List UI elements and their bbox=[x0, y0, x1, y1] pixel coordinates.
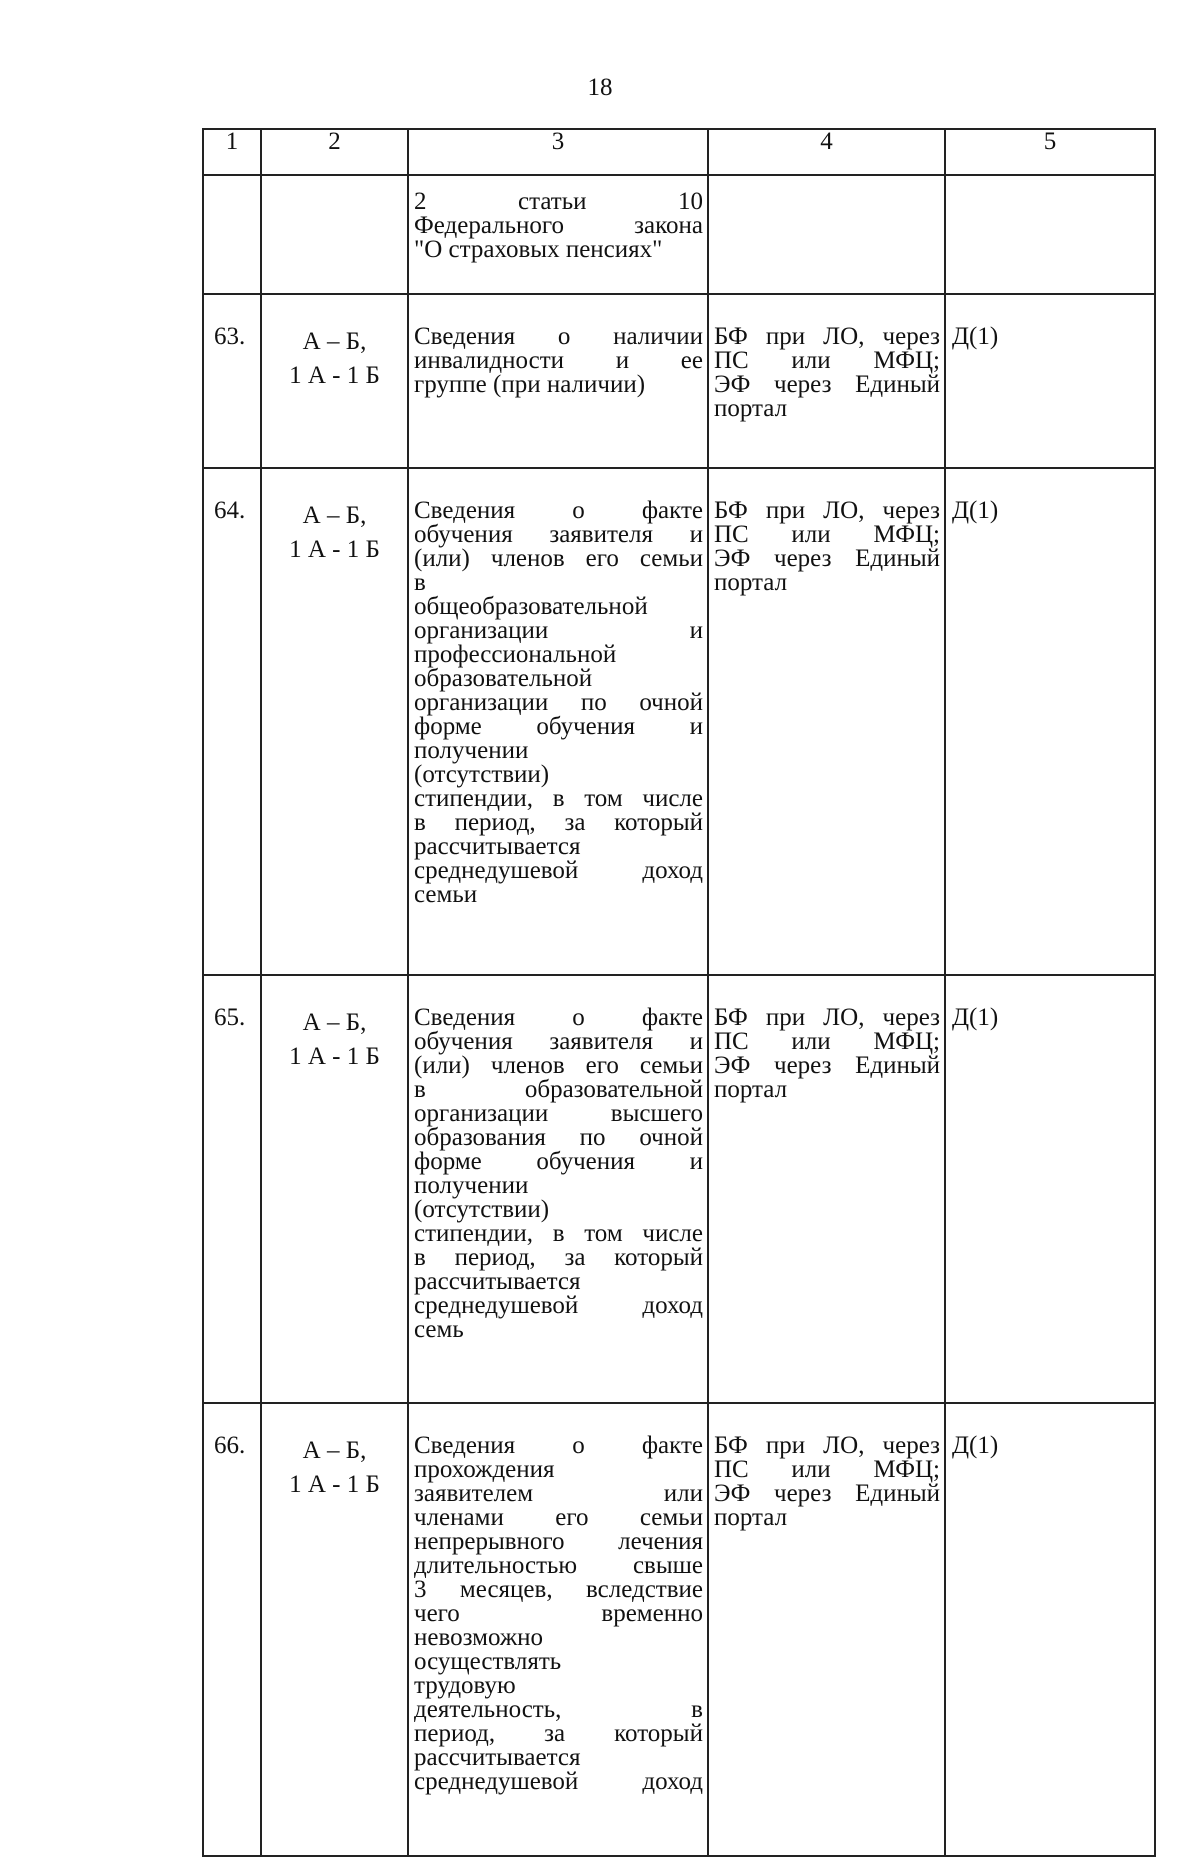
row-source bbox=[708, 975, 945, 1403]
source-line: ЭФ через Единый bbox=[714, 1052, 940, 1079]
description-line: (или) членов его семьи bbox=[414, 545, 703, 572]
page-number: 18 bbox=[587, 74, 613, 101]
table-row bbox=[203, 975, 1155, 1403]
continuation-number-cell bbox=[203, 175, 261, 294]
description-line: членами его семьи bbox=[414, 1504, 703, 1531]
source-line: ПС или МФЦ; bbox=[714, 521, 940, 548]
row-category bbox=[261, 468, 408, 975]
description-line: получении bbox=[414, 1172, 529, 1199]
category-line: А – Б, bbox=[302, 1009, 367, 1036]
continuation-source-cell bbox=[708, 175, 945, 294]
header-cell-5: 5 bbox=[945, 129, 1155, 175]
description-line: "О страховых пенсиях" bbox=[414, 236, 663, 263]
description-line: Сведения о факте bbox=[414, 1432, 703, 1459]
description-line: 2 статьи 10 bbox=[414, 188, 703, 215]
category-line: 1 А - 1 Б bbox=[289, 536, 380, 563]
description-line: длительностью свыше bbox=[414, 1552, 703, 1579]
row-result: Д(1) bbox=[945, 468, 1155, 975]
description-line: деятельность, в bbox=[414, 1696, 703, 1723]
continuation-description-cell bbox=[408, 175, 708, 294]
table-row bbox=[203, 1403, 1155, 1856]
source-line: портал bbox=[714, 1076, 788, 1103]
source-line: портал bbox=[714, 395, 788, 422]
description-line: образовательной bbox=[414, 665, 593, 692]
source-line: портал bbox=[714, 569, 788, 596]
description-line: семь bbox=[414, 1316, 464, 1343]
source-line: ЭФ через Единый bbox=[714, 371, 940, 398]
description-line: непрерывного лечения bbox=[414, 1528, 703, 1555]
description-line: рассчитывается bbox=[414, 1268, 581, 1295]
row-number: 63. bbox=[203, 294, 261, 468]
description-line: среднедушевой доход bbox=[414, 1768, 703, 1795]
source-line: портал bbox=[714, 1504, 788, 1531]
description-line: стипендии, в том числе bbox=[414, 1220, 703, 1247]
description-line: в образовательной bbox=[414, 1076, 703, 1103]
row-category bbox=[261, 1403, 408, 1856]
description-line: форме обучения и bbox=[414, 1148, 703, 1175]
description-line: группе (при наличии) bbox=[414, 371, 646, 398]
description-line: Сведения о факте bbox=[414, 497, 703, 524]
description-line: (отсутствии) bbox=[414, 761, 550, 788]
description-line: осуществлять bbox=[414, 1648, 562, 1675]
description-line: (отсутствии) bbox=[414, 1196, 550, 1223]
description-line: образования по очной bbox=[414, 1124, 703, 1151]
description-line: чего временно bbox=[414, 1600, 703, 1627]
row-source bbox=[708, 294, 945, 468]
row-result: Д(1) bbox=[945, 1403, 1155, 1856]
description-line: Сведения о наличии bbox=[414, 323, 703, 350]
description-line: невозможно bbox=[414, 1624, 543, 1651]
source-line: БФ при ЛО, через bbox=[714, 497, 940, 524]
description-line: организации по очной bbox=[414, 689, 703, 716]
source-line: ЭФ через Единый bbox=[714, 545, 940, 572]
row-number: 64. bbox=[203, 468, 261, 975]
description-line: рассчитывается bbox=[414, 833, 581, 860]
document-table bbox=[202, 128, 1156, 1857]
category-line: 1 А - 1 Б bbox=[289, 362, 380, 389]
row-result: Д(1) bbox=[945, 975, 1155, 1403]
header-row bbox=[203, 129, 1155, 175]
header-cell-3: 3 bbox=[408, 129, 708, 175]
category-line: 1 А - 1 Б bbox=[289, 1471, 380, 1498]
description-line: профессиональной bbox=[414, 641, 617, 668]
source-line: ПС или МФЦ; bbox=[714, 347, 940, 374]
description-line: общеобразовательной bbox=[414, 593, 648, 620]
description-line: получении bbox=[414, 737, 529, 764]
description-line: организации высшего bbox=[414, 1100, 703, 1127]
continuation-category-cell bbox=[261, 175, 408, 294]
row-description bbox=[408, 294, 708, 468]
description-line: заявителем или bbox=[414, 1480, 703, 1507]
description-line: среднедушевой доход bbox=[414, 857, 703, 884]
description-line: обучения заявителя и bbox=[414, 1028, 703, 1055]
description-line: 3 месяцев, вследствие bbox=[414, 1576, 703, 1603]
description-line: прохождения bbox=[414, 1456, 555, 1483]
description-line: Сведения о факте bbox=[414, 1004, 703, 1031]
header-cell-1: 1 bbox=[203, 129, 261, 175]
description-line: рассчитывается bbox=[414, 1744, 581, 1771]
description-line: в период, за который bbox=[414, 1244, 703, 1271]
table-row bbox=[203, 294, 1155, 468]
description-line: организации и bbox=[414, 617, 703, 644]
row-description bbox=[408, 1403, 708, 1856]
row-number: 65. bbox=[203, 975, 261, 1403]
row-description bbox=[408, 468, 708, 975]
continuation-row bbox=[203, 175, 1155, 294]
description-line: трудовую bbox=[414, 1672, 516, 1699]
category-line: А – Б, bbox=[302, 502, 367, 529]
row-description bbox=[408, 975, 708, 1403]
row-number: 66. bbox=[203, 1403, 261, 1856]
row-category bbox=[261, 294, 408, 468]
category-line: 1 А - 1 Б bbox=[289, 1043, 380, 1070]
category-line: А – Б, bbox=[302, 328, 367, 355]
source-line: ЭФ через Единый bbox=[714, 1480, 940, 1507]
description-line: форме обучения и bbox=[414, 713, 703, 740]
row-source bbox=[708, 468, 945, 975]
row-result: Д(1) bbox=[945, 294, 1155, 468]
description-line: (или) членов его семьи bbox=[414, 1052, 703, 1079]
description-line: обучения заявителя и bbox=[414, 521, 703, 548]
category-line: А – Б, bbox=[302, 1437, 367, 1464]
source-line: ПС или МФЦ; bbox=[714, 1456, 940, 1483]
source-line: БФ при ЛО, через bbox=[714, 323, 940, 350]
source-line: ПС или МФЦ; bbox=[714, 1028, 940, 1055]
source-line: БФ при ЛО, через bbox=[714, 1432, 940, 1459]
description-line: семьи bbox=[414, 881, 478, 908]
description-line: период, за который bbox=[414, 1720, 703, 1747]
continuation-result-cell bbox=[945, 175, 1155, 294]
description-line: инвалидности и ее bbox=[414, 347, 703, 374]
table-row bbox=[203, 468, 1155, 975]
header-cell-4: 4 bbox=[708, 129, 945, 175]
row-category bbox=[261, 975, 408, 1403]
description-line: среднедушевой доход bbox=[414, 1292, 703, 1319]
row-source bbox=[708, 1403, 945, 1856]
description-line: Федерального закона bbox=[414, 212, 703, 239]
description-line: в период, за который bbox=[414, 809, 703, 836]
description-line: стипендии, в том числе bbox=[414, 785, 703, 812]
source-line: БФ при ЛО, через bbox=[714, 1004, 940, 1031]
header-cell-2: 2 bbox=[261, 129, 408, 175]
description-line: в bbox=[414, 569, 426, 596]
